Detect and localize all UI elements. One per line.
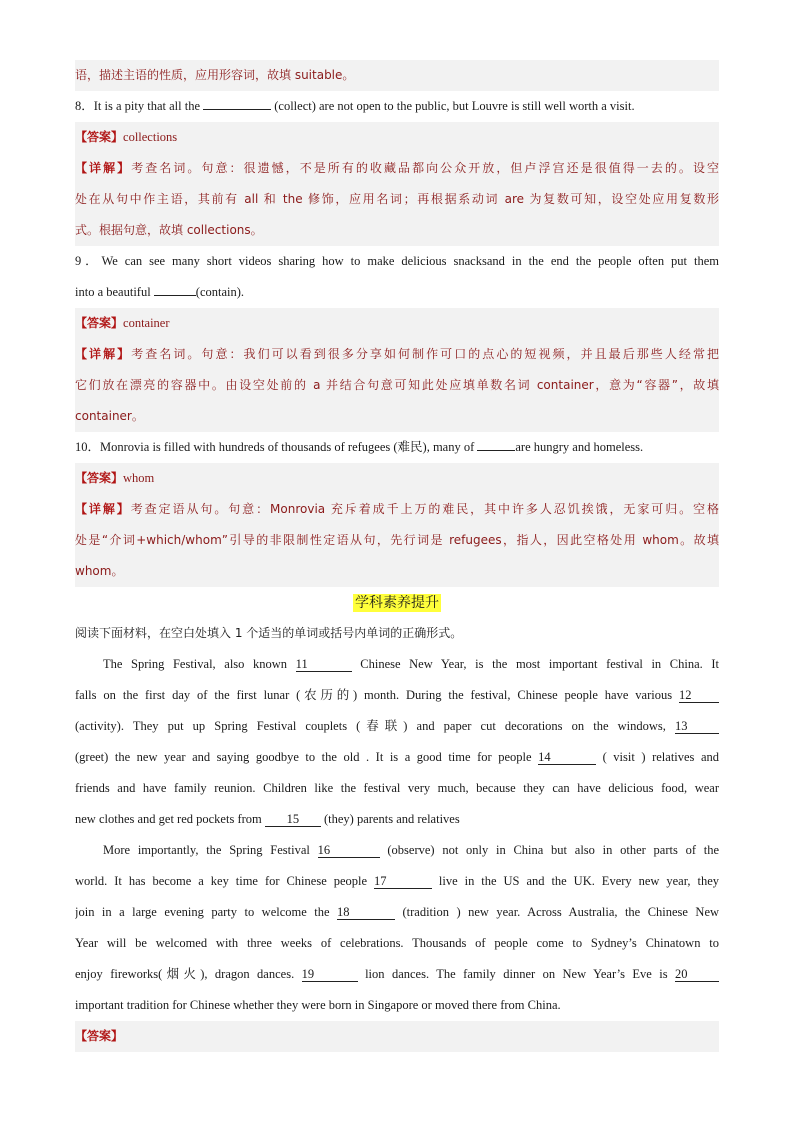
answer-label: 【答案】 [75, 316, 124, 330]
passage-line [75, 835, 719, 866]
passage-line [75, 866, 719, 897]
passage-line: Year will be welcomed with three weeks of celebrations. Thousands of people come to Sydney’s Chinatown to [75, 936, 719, 950]
question-text: (collect) are not open to the public, but Louvre is still well worth a visit. [274, 99, 635, 113]
passage-line: important tradition for Chinese whether they were born in Singapore or moved there from China. [75, 998, 561, 1012]
passage-text: (greet) the new year and saying goodbye to the old . It is a good time for people [75, 750, 532, 764]
question-text: (contain). [195, 285, 245, 299]
passage-line [75, 711, 719, 742]
blank-11: 11 [296, 657, 352, 672]
answer-blank [203, 109, 271, 110]
blank-16: 16 [318, 843, 380, 858]
answer-label: 【答案】 [75, 130, 124, 144]
passage-text: (tradition ) new year. Across Australia, the Chinese New [402, 905, 719, 919]
passage-text: (activity). They put up Spring Festival couplets (春联) and paper cut decorations on the windows, [75, 719, 666, 733]
answer-row [75, 308, 719, 339]
question-number: 9． [75, 254, 102, 268]
question-text: Monrovia is filled with hundreds of thousands of refugees (难民), many of [100, 440, 475, 454]
passage-text: enjoy fireworks(烟火), dragon dances. [75, 967, 295, 981]
blank-17: 17 [374, 874, 432, 889]
detail-text: 考查名词。句意：很遗憾，不是所有的收藏品都向公众开放，但卢浮宫还是很值得一去的。设空 [131, 161, 719, 175]
blank-15: 15 [265, 812, 321, 827]
passage-line: friends and have family reunion. Children like the festival very much, because they can have delicious food, wear [75, 781, 719, 795]
passage-text: (observe) not only in China but also in other parts of the [387, 843, 719, 857]
question-8 [75, 91, 719, 122]
question-text: are hungry and homeless. [515, 440, 644, 454]
passage-line [75, 959, 719, 990]
question-10 [75, 432, 719, 463]
answer-blank [154, 295, 196, 296]
answer-value: collections [123, 130, 178, 144]
blank-12: 12 [679, 688, 719, 703]
answer-row [75, 463, 719, 494]
blank-14: 14 [538, 750, 596, 765]
passage-text: join in a large evening party to welcome the [75, 905, 330, 919]
passage-text: lion dances. The family dinner on New Year’s Eve is [365, 967, 668, 981]
content-column [75, 60, 719, 1052]
section-header [75, 587, 719, 618]
detail-row: 它们放在漂亮的容器中。由设空处前的 a 并结合句意可知此处应填单数名词 container，意为“容器”，故填 [75, 370, 719, 401]
detail-label: 【详解】 [75, 161, 132, 175]
prev-explanation-tail: 语，描述主语的性质，应用形容词，故填 suitable。 [75, 60, 719, 91]
blank-20: 20 [675, 967, 719, 982]
section-title: 学科素养提升 [355, 595, 439, 611]
question-number: 10． [75, 440, 101, 454]
passage-text: The Spring Festival, also known [103, 657, 288, 671]
detail-row: container。 [75, 401, 719, 432]
question-text: It is a pity that all the [93, 99, 200, 113]
detail-row: 处在从句中作主语，其前有 all 和 the 修饰，应用名词；再根据系动词 are 为复数可知，设空处应用复数形 [75, 184, 719, 215]
question-9-cont [75, 277, 719, 308]
blank-18: 18 [337, 905, 395, 920]
passage-text: Chinese New Year, is the most important festival in China. It [360, 657, 719, 671]
detail-text: 考查定语从句。句意：Monrovia 充斥着成千上万的难民，其中许多人忍饥挨饿，无家可归。空格 [130, 502, 719, 516]
passage-line [75, 649, 719, 680]
passage-text: live in the US and the UK. Every new year, they [438, 874, 719, 888]
question-text: into a beautiful [75, 285, 151, 299]
detail-row: 处是“介词+which/whom”引导的非限制性定语从句，先行词是 refugees，指人，因此空格处用 whom。故填 [75, 525, 719, 556]
passage-text: falls on the first day of the first lunar (农历的) month. During the festival, Chinese people have various [75, 688, 673, 702]
detail-label: 【详解】 [75, 347, 132, 361]
answer-label: 【答案】 [75, 471, 124, 485]
passage-text: More importantly, the Spring Festival [103, 843, 310, 857]
question-text: We can see many short videos sharing how to make delicious snacksand in the end the people often put them [101, 254, 719, 268]
question-9 [75, 246, 719, 277]
detail-row: 式。根据句意，故填 collections。 [75, 215, 719, 246]
answer-label: 【答案】 [75, 1029, 124, 1043]
passage-line [75, 680, 719, 711]
answer-blank [477, 450, 515, 451]
detail-row [75, 153, 719, 184]
passage-text: world. It has become a key time for Chinese people [75, 874, 368, 888]
detail-row [75, 494, 719, 525]
detail-label: 【详解】 [75, 502, 131, 516]
answer-value: container [123, 316, 170, 330]
passage-line [75, 804, 719, 835]
passage-text: new clothes and get red pockets from [75, 812, 262, 826]
detail-text: 考查名词。句意：我们可以看到很多分享如何制作可口的点心的短视频，并且最后那些人经常把 [131, 347, 719, 361]
blank-13: 13 [675, 719, 719, 734]
question-number: 8． [75, 99, 94, 113]
passage-line [75, 897, 719, 928]
passage-text: (they) parents and relatives [324, 812, 460, 826]
detail-row: whom。 [75, 556, 719, 587]
blank-19: 19 [302, 967, 358, 982]
passage-text: ( visit ) relatives and [602, 750, 719, 764]
detail-row [75, 339, 719, 370]
answer-row [75, 1021, 719, 1052]
answer-row [75, 122, 719, 153]
section-instruction: 阅读下面材料，在空白处填入 1 个适当的单词或括号内单词的正确形式。 [75, 626, 463, 640]
answer-value: whom [123, 471, 155, 485]
passage-line [75, 742, 719, 773]
